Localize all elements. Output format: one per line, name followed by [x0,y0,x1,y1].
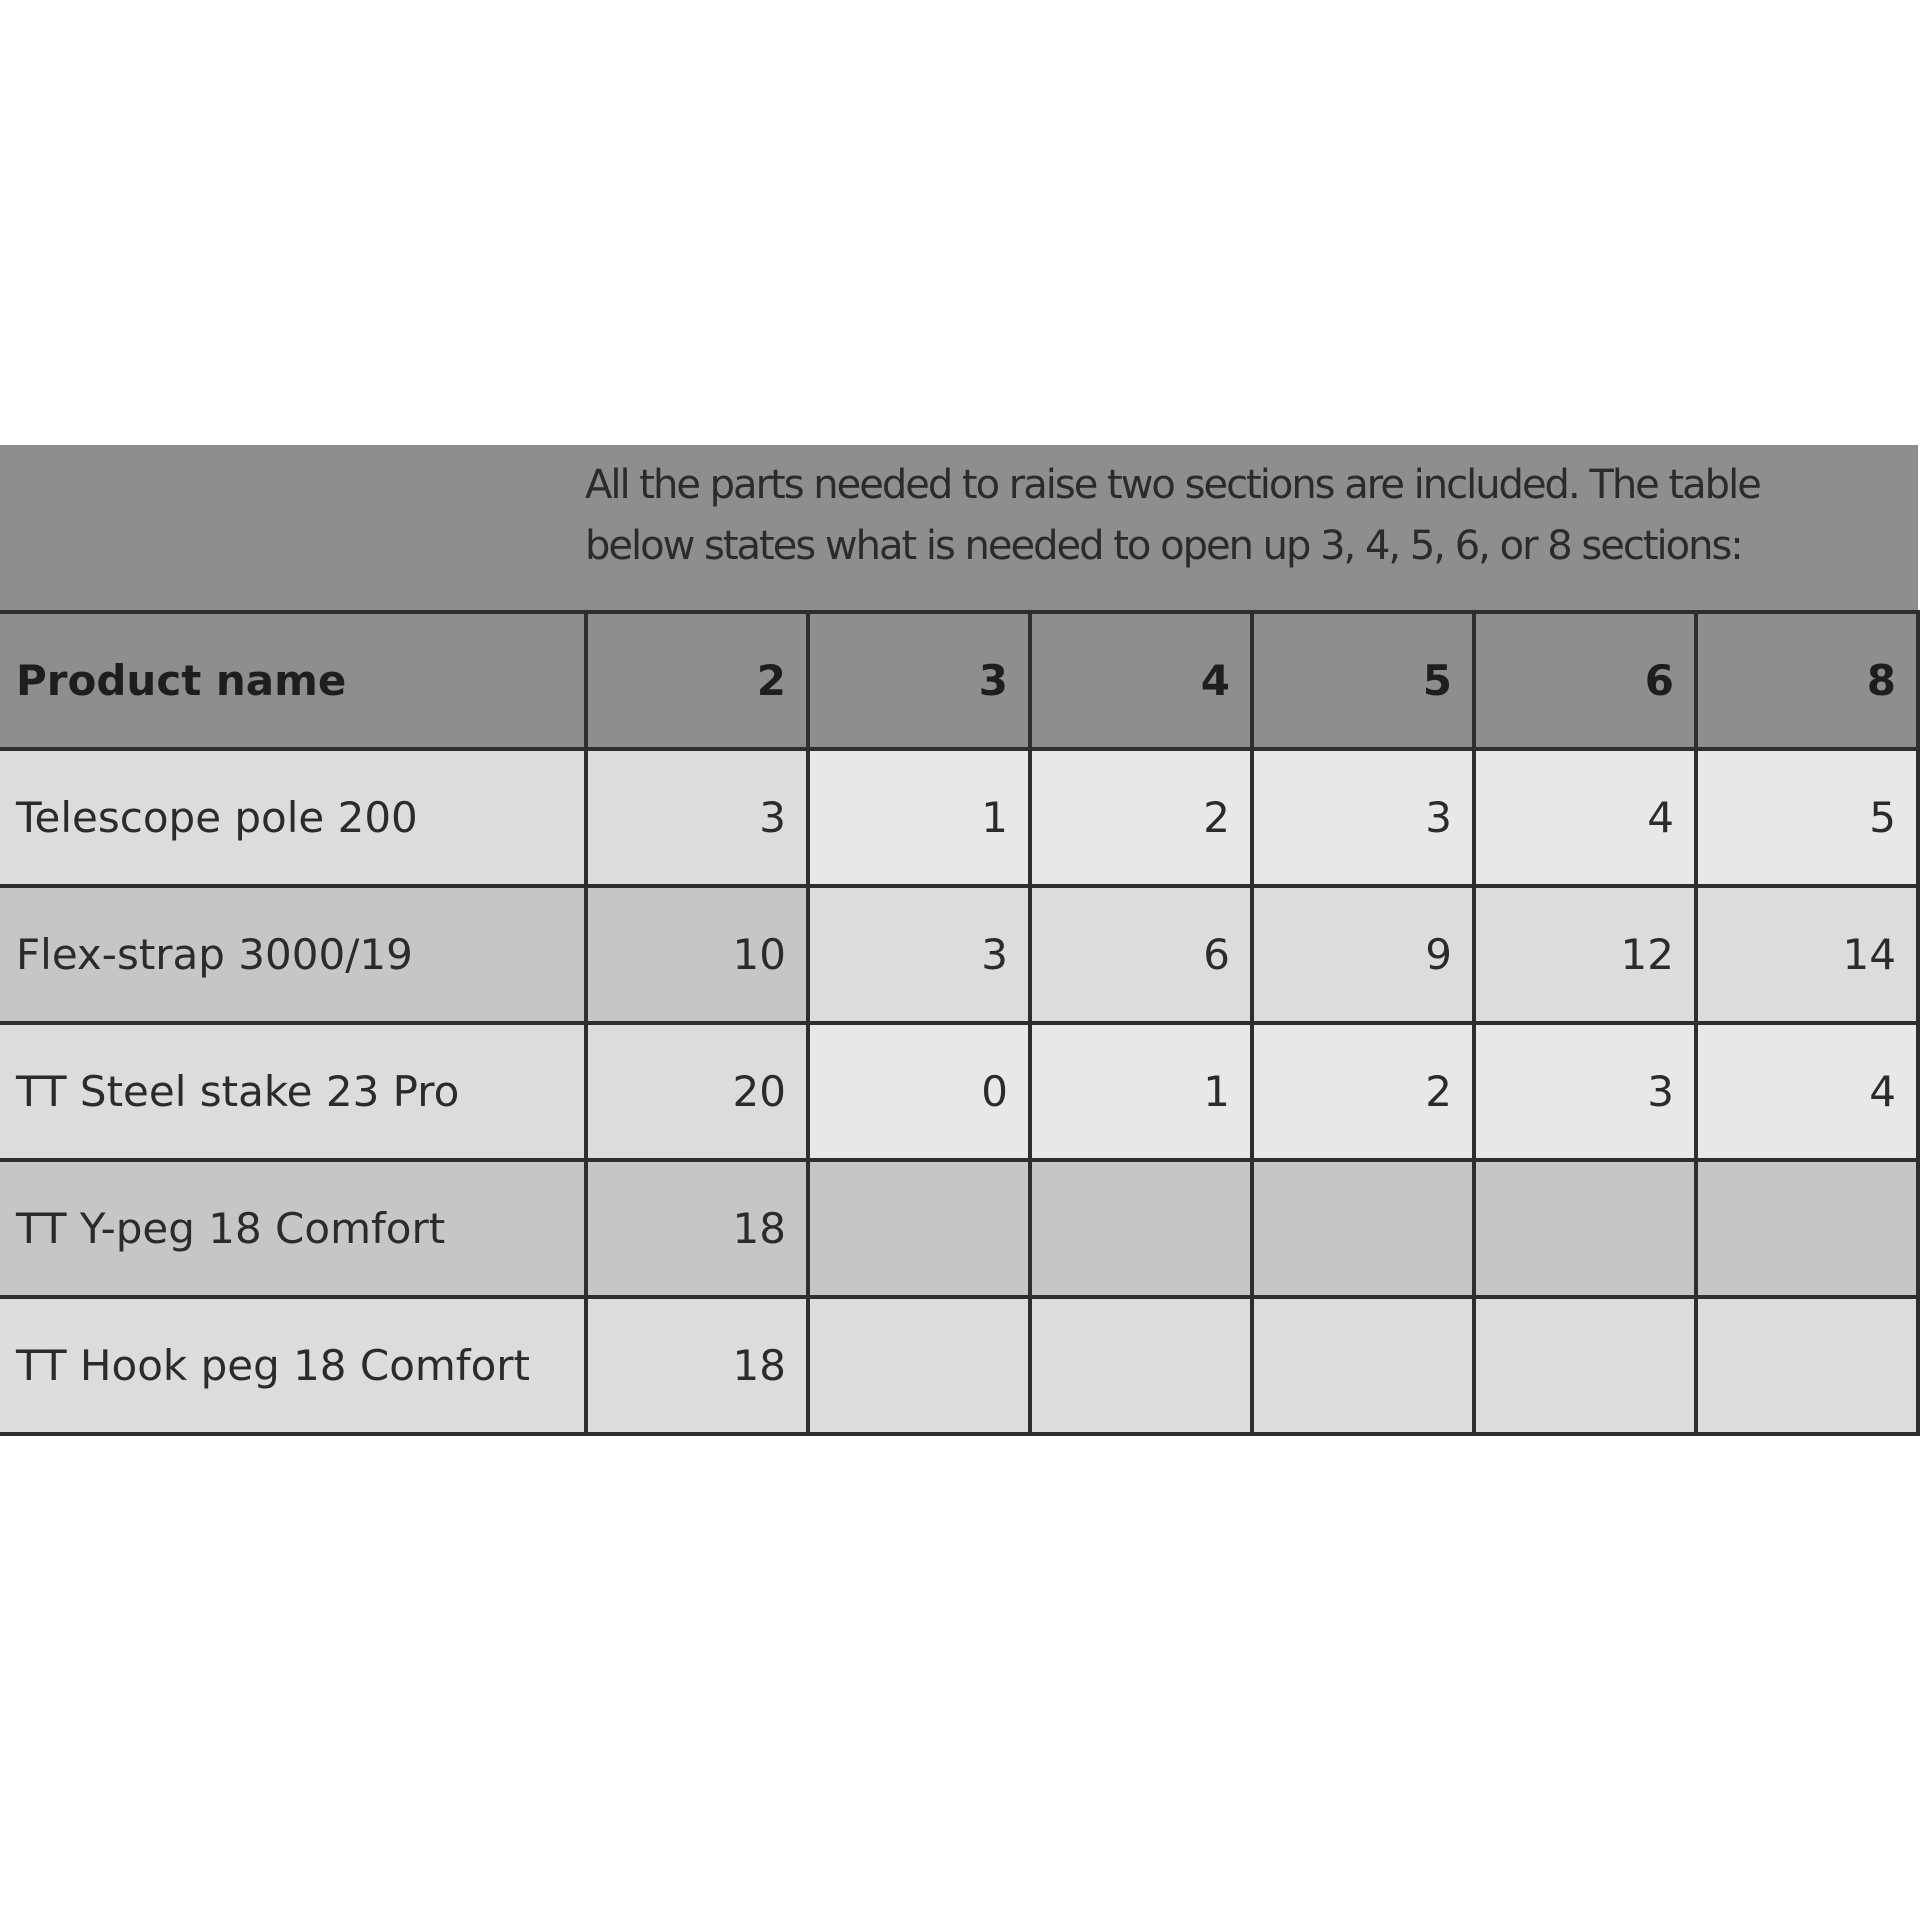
value-cell [1252,1297,1474,1434]
table-row [0,1023,1918,1160]
header-sections-4: 4 [1030,612,1252,749]
intro-line-2: below states what is needed to open up 3, 4, 5, 6, or 8 sections: [585,523,1742,569]
product-name-cell: Flex-strap 3000/19 [0,886,586,1023]
product-name-cell: Telescope pole 200 [0,749,586,886]
product-name-cell: TT Steel stake 23 Pro [0,1023,586,1160]
value-cell: 3 [586,749,808,886]
value-cell [1030,1160,1252,1297]
table-row [0,1160,1918,1297]
value-cell: 3 [1474,1023,1696,1160]
value-cell: 1 [808,749,1030,886]
value-cell: 3 [808,886,1030,1023]
value-cell: 9 [1252,886,1474,1023]
header-sections-3: 3 [808,612,1030,749]
value-cell: 12 [1474,886,1696,1023]
table-row [0,749,1918,886]
value-cell [1030,1297,1252,1434]
value-cell: 5 [1696,749,1918,886]
value-cell [1696,1297,1918,1434]
value-cell: 18 [586,1160,808,1297]
intro-line-1: All the parts needed to raise two sections are included. The table [585,462,1760,508]
value-cell: 4 [1474,749,1696,886]
intro-banner [0,445,1918,610]
product-name-cell: TT Hook peg 18 Comfort [0,1297,586,1434]
value-cell: 0 [808,1023,1030,1160]
header-row [0,612,1918,749]
parts-table [0,610,1920,1436]
value-cell: 2 [1030,749,1252,886]
value-cell [1474,1297,1696,1434]
value-cell: 18 [586,1297,808,1434]
intro-text [585,455,1905,577]
value-cell [1474,1160,1696,1297]
value-cell [808,1160,1030,1297]
value-cell: 6 [1030,886,1252,1023]
header-sections-5: 5 [1252,612,1474,749]
value-cell: 10 [586,886,808,1023]
value-cell: 4 [1696,1023,1918,1160]
product-name-cell: TT Y-peg 18 Comfort [0,1160,586,1297]
value-cell [1696,1160,1918,1297]
value-cell: 3 [1252,749,1474,886]
value-cell: 2 [1252,1023,1474,1160]
header-sections-6: 6 [1474,612,1696,749]
value-cell: 20 [586,1023,808,1160]
value-cell [808,1297,1030,1434]
header-sections-2: 2 [586,612,808,749]
parts-table-panel [0,445,1918,1436]
header-sections-8: 8 [1696,612,1918,749]
value-cell [1252,1160,1474,1297]
table-row [0,886,1918,1023]
value-cell: 1 [1030,1023,1252,1160]
header-product-name: Product name [0,612,586,749]
value-cell: 14 [1696,886,1918,1023]
table-row [0,1297,1918,1434]
